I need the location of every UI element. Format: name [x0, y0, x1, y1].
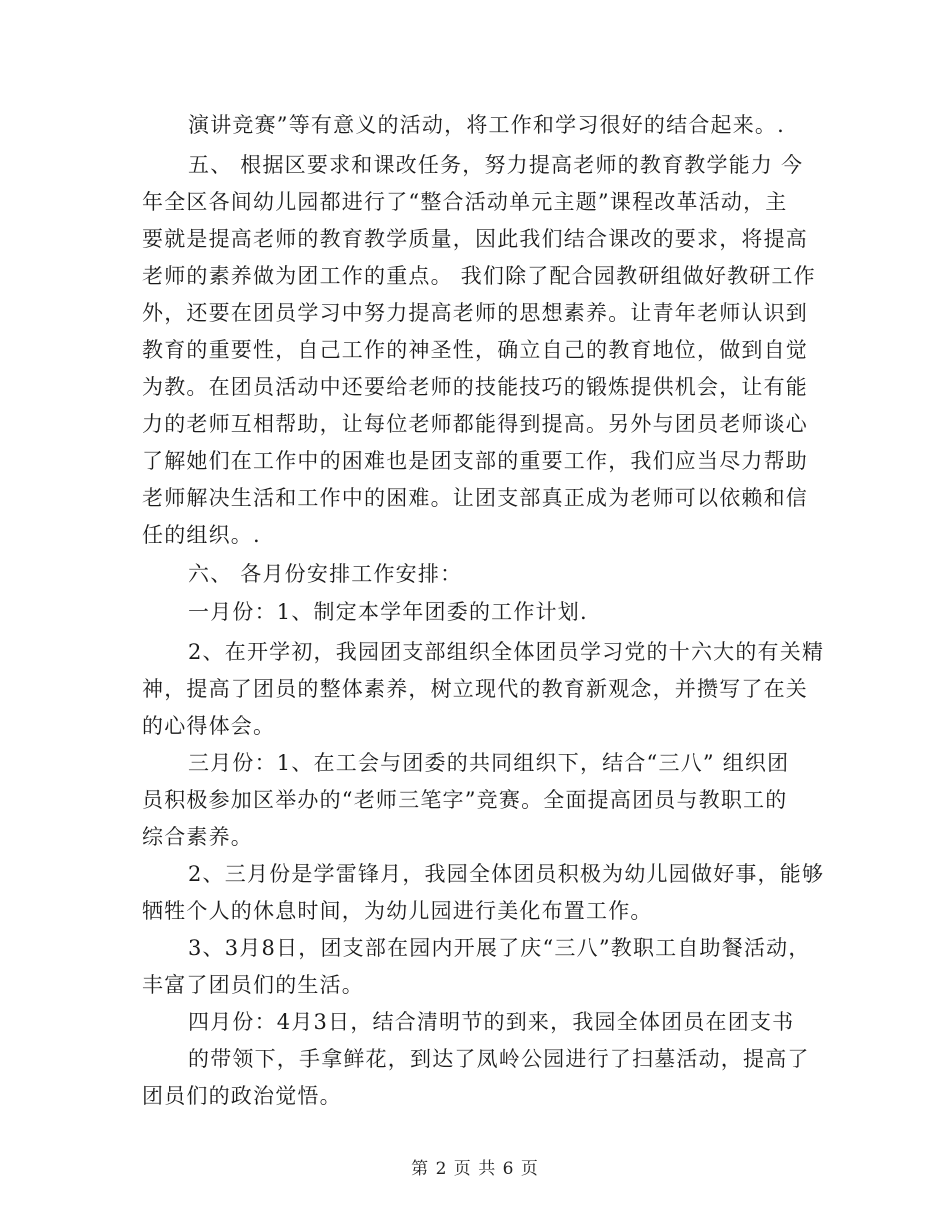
paragraph-line: 牺牲个人的休息时间，为幼儿园进行美化布置工作。	[142, 899, 653, 923]
paragraph-line: 教育的重要性，自己工作的神圣性，确立自己的教育地位，做到自觉	[142, 338, 808, 362]
paragraph-line: 神，提高了团员的整体素养，树立现代的教育新观念，并攒写了在关	[142, 677, 808, 701]
paragraph-line: 的心得体会。	[142, 714, 276, 738]
paragraph-line: 四月份：4月3日，结合清明节的到来，我园全体团员在团支书	[188, 1010, 795, 1034]
section-heading-5: 五、 根据区要求和课改任务，努力提高老师的教育教学能力 今	[188, 153, 804, 177]
paragraph-line: 丰富了团员们的生活。	[142, 973, 364, 997]
paragraph-line: 一月份：1、制定本学年团委的工作计划.	[188, 600, 588, 624]
paragraph-line: 演讲竞赛”等有意义的活动，将工作和学习很好的结合起来。.	[188, 113, 786, 137]
paragraph-line: 老师的素养做为团工作的重点。 我们除了配合园教研组做好教研工作	[142, 264, 816, 288]
paragraph-line: 3、3月8日，团支部在园内开展了庆“三八”教职工自助餐活动，	[188, 936, 811, 960]
paragraph-line: 任的组织。.	[142, 523, 261, 547]
paragraph-line: 三月份：1、在工会与团委的共同组织下，结合“三八” 组织团	[188, 751, 790, 775]
paragraph-line: 外，还要在团员学习中努力提高老师的思想素养。让青年老师认识到	[142, 301, 808, 325]
paragraph-line: 年全区各间幼儿园都进行了“整合活动单元主题”课程改革活动，主	[142, 190, 788, 214]
paragraph-line: 的带领下，手拿鲜花，到达了凤岭公园进行了扫墓活动，提高了	[188, 1047, 810, 1071]
paragraph-line: 老师解决生活和工作中的困难。让团支部真正成为老师可以依赖和信	[142, 486, 808, 510]
paragraph-line: 2、在开学初，我园团支部组织全体团员学习党的十六大的有关精	[188, 640, 825, 664]
paragraph-line: 员积极参加区举办的“老师三笔字”竞赛。全面提高团员与教职工的	[142, 788, 788, 812]
paragraph-line: 力的老师互相帮助，让每位老师都能得到提高。另外与团员老师谈心	[142, 412, 808, 436]
page-footer: 第 2 页 共 6 页	[411, 1159, 539, 1179]
section-heading-6: 六、 各月份安排工作安排：	[188, 562, 463, 586]
paragraph-line: 为教。在团员活动中还要给老师的技能技巧的锻炼提供机会，让有能	[142, 375, 808, 399]
paragraph-line: 要就是提高老师的教育教学质量，因此我们结合课改的要求，将提高	[142, 227, 808, 251]
paragraph-line: 了解她们在工作中的困难也是团支部的重要工作，我们应当尽力帮助	[142, 449, 808, 473]
paragraph-line: 综合素养。	[142, 825, 253, 849]
paragraph-line: 团员们的政治觉悟。	[142, 1084, 342, 1108]
paragraph-line: 2、三月份是学雷锋月，我园全体团员积极为幼儿园做好事，能够	[188, 862, 825, 886]
